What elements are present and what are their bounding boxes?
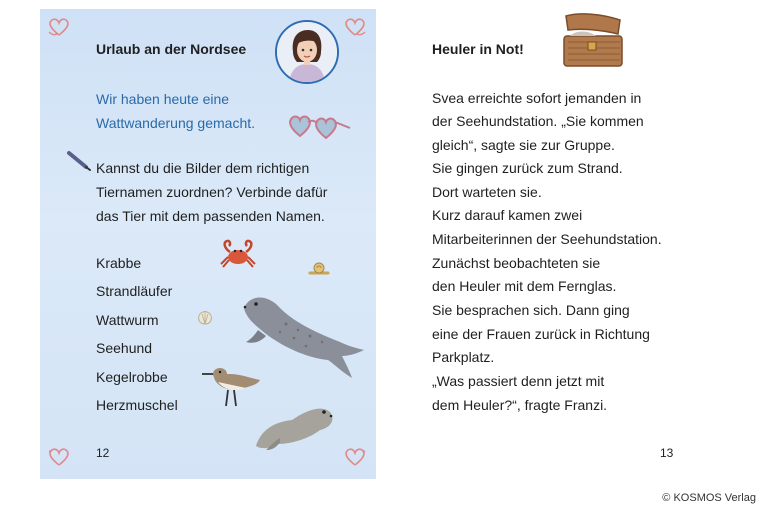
story-line: eine der Frauen zurück in Richtung (432, 326, 650, 342)
task-line: das Tier mit dem passenden Namen. (96, 208, 325, 224)
animal-name: Seehund (96, 340, 153, 356)
story-line: Sie gingen zurück zum Strand. (432, 160, 623, 176)
story-line: gleich“, sagte sie zur Gruppe. (432, 137, 615, 153)
story-line: den Heuler mit dem Fernglas. (432, 278, 617, 294)
heart-sunglasses-icon (286, 110, 352, 142)
pen-icon (66, 150, 92, 172)
heart-corner-icon (342, 16, 368, 38)
seal-pup-icon (250, 398, 334, 452)
right-page-title: Heuler in Not! (432, 41, 524, 57)
story-line: Parkplatz. (432, 349, 495, 365)
story-line: Svea erreichte sofort jemanden in (432, 90, 642, 106)
task-line: Tiernamen zuordnen? Verbinde dafür (96, 184, 328, 200)
story-line: Mitarbeiterinnen der Seehundstation. (432, 231, 662, 247)
animal-name: Herzmuschel (96, 397, 178, 413)
animal-name: Kegelrobbe (96, 369, 168, 385)
task-line: Kannst du die Bilder dem richtigen (96, 160, 310, 176)
girl-avatar (275, 20, 339, 84)
intro-line: Wattwanderung gemacht. (96, 115, 256, 131)
story-line: der Seehundstation. „Sie kommen (432, 113, 644, 129)
story-line: dem Heuler?“, fragte Franzi. (432, 397, 608, 413)
animal-name: Strandläufer (96, 283, 173, 299)
treasure-chest-icon (560, 12, 626, 68)
story-line: Zunächst beobachteten sie (432, 255, 601, 271)
story-line: Sie besprachen sich. Dann ging (432, 302, 630, 318)
copyright-credit: © KOSMOS Verlag (662, 492, 756, 504)
page-number-right: 13 (660, 446, 674, 460)
shell-icon (196, 310, 214, 326)
story-line: Dort warteten sie. (432, 184, 542, 200)
animal-name: Krabbe (96, 255, 142, 271)
crab-icon (218, 238, 258, 270)
snail-icon (308, 258, 330, 276)
page-number-left: 12 (96, 446, 110, 460)
heart-corner-icon (46, 446, 72, 468)
heart-corner-icon (46, 16, 72, 38)
animal-name: Wattwurm (96, 312, 159, 328)
intro-line: Wir haben heute eine (96, 91, 230, 107)
story-line: „Was passiert denn jetzt mit (432, 373, 605, 389)
left-page-title: Urlaub an der Nordsee (96, 41, 247, 57)
heart-corner-icon (342, 446, 368, 468)
story-line: Kurz darauf kamen zwei (432, 207, 583, 223)
